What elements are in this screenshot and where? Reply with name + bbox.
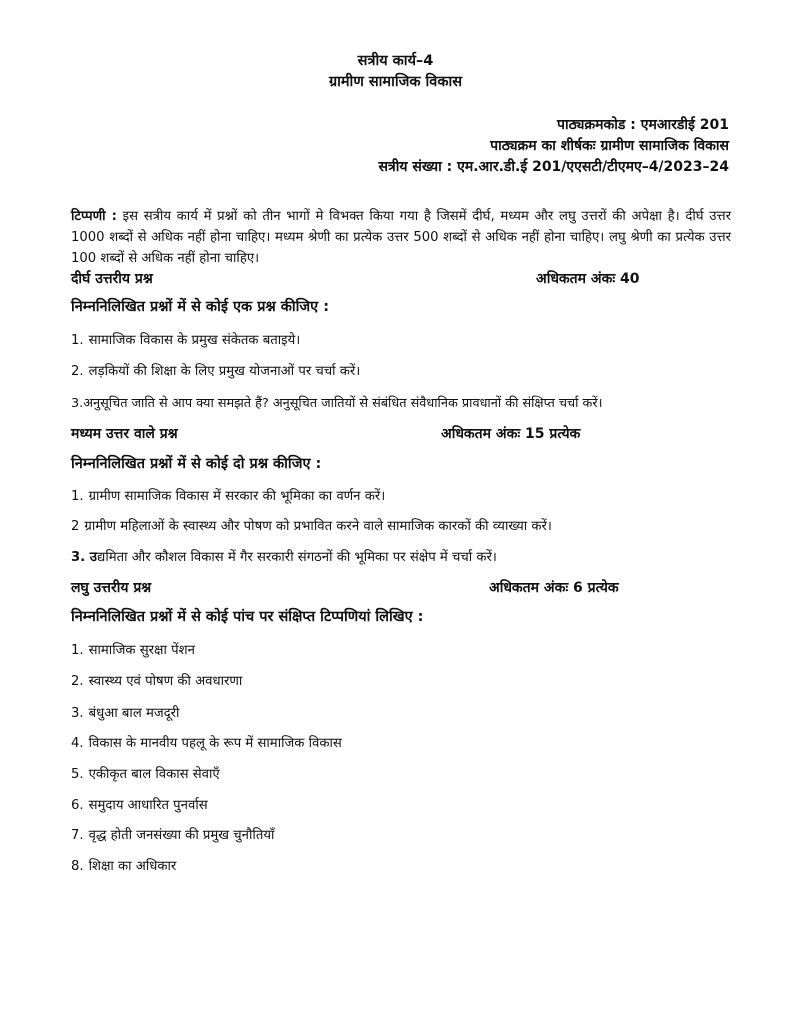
question-text: बंधुआ बाल मजदूरी bbox=[88, 706, 180, 721]
medium-question-2 bbox=[71, 516, 552, 534]
question-text: लड़कियों की शिक्षा के लिए प्रमुख योजनाओं पर चर्चा करें। bbox=[88, 364, 361, 379]
question-text: अनुसूचित जाति से आप क्या समझते हैं? अनुसूचित जातियों से संबंधित संवैधानिक प्रावधानों की संक्षिप्त चर्चा करें। bbox=[83, 396, 603, 411]
short-question-2 bbox=[71, 671, 242, 689]
note-text: इस सत्रीय कार्य में प्रश्नों को तीन भागों मे विभक्त किया गया है जिसमें दीर्घ, मध्यम और लघु उत्तरों की अपेक्षा है। दीर्घ उत्तर 1000 शब्दों से अधिक नहीं होना चाहिए। मध्यम श्रेणी का प्रत्येक उत्तर 500 शब्दों से अधिक नहीं होना चाहिए। लघु श्रेणी का प्रत्येक उत्तर 100 शब्दों से अधिक नहीं होना चाहिए। bbox=[71, 209, 731, 266]
short-section-marks: अधिकतम अंकः 6 प्रत्येक bbox=[489, 580, 619, 596]
short-section-instruction: निम्ननिलिखित प्रश्नों में से कोई पांच पर संक्षिप्त टिप्पणियां लिखिए : bbox=[71, 609, 424, 625]
medium-section-heading: मध्यम उत्तर वाले प्रश्न bbox=[71, 426, 178, 442]
question-text: द्यमिता और कौशल विकास में गैर सरकारी संगठनों की भूमिका पर संक्षेप में चर्चा करें। bbox=[97, 550, 497, 565]
medium-section-marks: अधिकतम अंकः 15 प्रत्येक bbox=[441, 426, 581, 442]
question-number: 4. bbox=[71, 736, 84, 751]
question-number: 2. bbox=[71, 674, 84, 689]
short-question-1 bbox=[71, 640, 195, 658]
question-text: सामाजिक विकास के प्रमुख संकेतक बताइये। bbox=[88, 333, 301, 348]
short-question-6 bbox=[71, 795, 208, 813]
long-question-2 bbox=[71, 361, 360, 379]
short-section-heading: लघु उत्तरीय प्रश्न bbox=[71, 580, 152, 596]
short-question-3 bbox=[71, 703, 179, 721]
question-number: 6. bbox=[71, 798, 84, 813]
long-section-instruction: निम्ननिलिखित प्रश्नों में से कोई एक प्रश्न कीजिए : bbox=[71, 299, 330, 315]
question-number: 2. bbox=[71, 364, 84, 379]
assignment-title: सत्रीय कार्य–4 bbox=[357, 53, 434, 69]
question-number: 1. bbox=[71, 643, 84, 658]
short-question-4 bbox=[71, 733, 342, 751]
short-question-5 bbox=[71, 764, 220, 782]
question-text: विकास के मानवीय पहलू के रूप में सामाजिक विकास bbox=[88, 736, 342, 751]
question-text: ग्रामीण महिलाओं के स्वास्थ्य और पोषण को प्रभावित करने वाले सामाजिक कारकों की व्याख्या करें। bbox=[84, 519, 552, 534]
question-number: 8. bbox=[71, 859, 84, 874]
long-question-3 bbox=[71, 393, 602, 411]
question-number: 3. उ bbox=[71, 550, 98, 565]
question-text: वृद्ध होती जनसंख्या की प्रमुख चुनौतियाँ bbox=[88, 828, 275, 843]
course-title: पाठ्यक्रम का शीर्षकः ग्रामीण सामाजिक विकास bbox=[490, 138, 729, 154]
question-text: सामाजिक सुरक्षा पेंशन bbox=[88, 643, 195, 658]
long-question-1 bbox=[71, 330, 300, 348]
long-section-heading: दीर्घ उत्तरीय प्रश्न bbox=[71, 271, 153, 287]
question-text: ग्रामीण सामाजिक विकास में सरकार की भूमिका का वर्णन करें। bbox=[88, 489, 386, 504]
short-question-7 bbox=[71, 825, 274, 843]
assignment-subtitle: ग्रामीण सामाजिक विकास bbox=[328, 74, 463, 90]
medium-question-3 bbox=[71, 547, 497, 565]
note-label: टिप्पणी : bbox=[71, 209, 117, 224]
question-text: शिक्षा का अधिकार bbox=[88, 859, 177, 874]
question-text: स्वास्थ्य एवं पोषण की अवधारणा bbox=[88, 674, 243, 689]
assignment-number: सत्रीय संख्या : एम.आर.डी.ई 201/एएसटी/टीएमए–4/2023–24 bbox=[378, 159, 729, 175]
long-section-marks: अधिकतम अंकः 40 bbox=[536, 271, 640, 287]
question-number: 1. bbox=[71, 333, 84, 348]
short-question-8 bbox=[71, 856, 176, 874]
question-text: एकीकृत बाल विकास सेवाएँ bbox=[88, 767, 220, 782]
course-code: पाठ्यक्रमकोड : एमआरडीई 201 bbox=[557, 117, 729, 133]
question-number: 1. bbox=[71, 489, 84, 504]
question-text: समुदाय आधारित पुनर्वास bbox=[88, 798, 208, 813]
question-number: 7. bbox=[71, 828, 84, 843]
medium-section-instruction: निम्ननिलिखित प्रश्नों में से कोई दो प्रश्न कीजिए : bbox=[71, 456, 322, 472]
medium-question-1 bbox=[71, 486, 385, 504]
question-number: 2 bbox=[71, 519, 80, 534]
question-number: 3. bbox=[71, 396, 84, 411]
question-number: 3. bbox=[71, 706, 84, 721]
instructions-note bbox=[71, 206, 731, 269]
question-number: 5. bbox=[71, 767, 84, 782]
